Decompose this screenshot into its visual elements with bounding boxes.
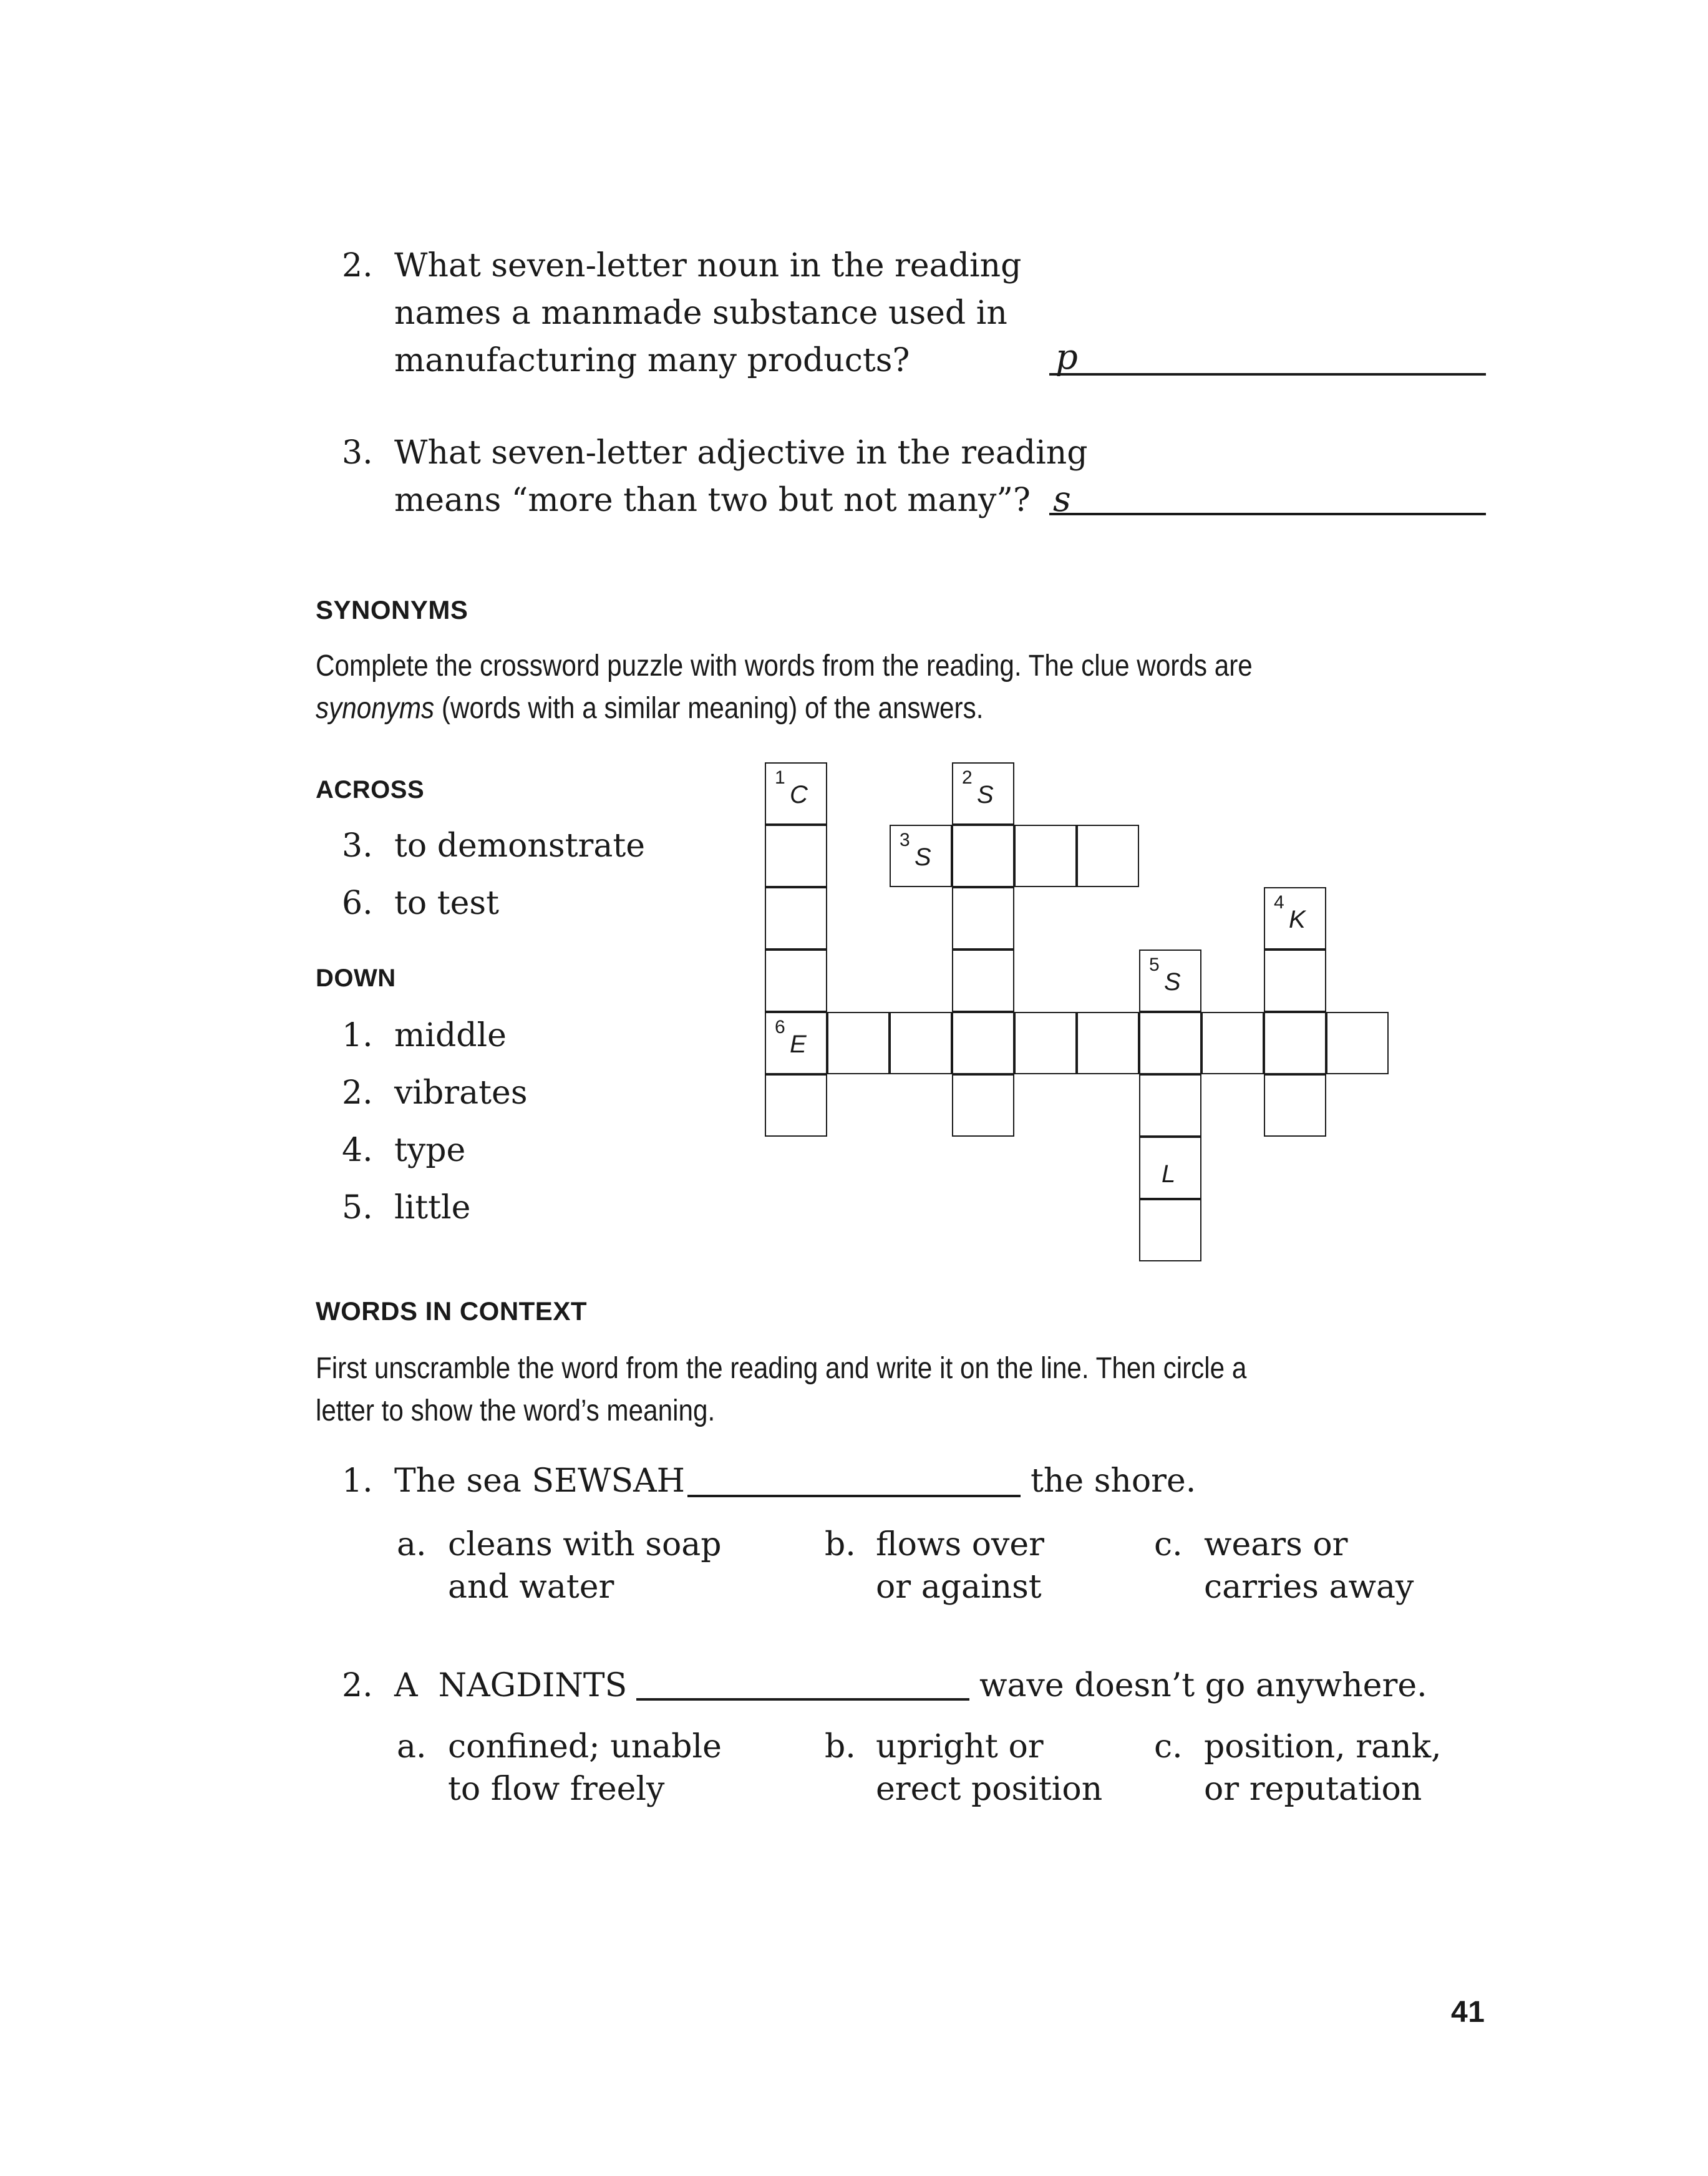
item-sentence-start: The sea SEWSAH [394, 1462, 686, 1500]
synonyms-heading: SYNONYMS [316, 595, 468, 624]
clue-number: 4. [342, 1132, 373, 1169]
crossword-cell[interactable] [1264, 887, 1326, 950]
option-letter: b. [825, 1526, 856, 1563]
item-sentence-end: wave doesn’t go anywhere. [979, 1667, 1427, 1704]
cell-number: 4 [1274, 892, 1284, 913]
clue-number: 6. [342, 885, 373, 922]
item-number: 2. [342, 1667, 373, 1704]
option-text-line: upright or [876, 1728, 1044, 1766]
cell-number: 2 [962, 767, 973, 788]
words-in-context-heading: WORDS IN CONTEXT [316, 1296, 587, 1326]
across-heading: ACROSS [316, 776, 425, 804]
crossword-cell[interactable] [1014, 825, 1077, 887]
synonyms-instructions-rest: (words with a similar meaning) of the answers. [441, 692, 984, 725]
cell-letter: S [977, 781, 994, 809]
question-text-line: means “more than two but not many”? [394, 482, 1031, 519]
option-letter: a. [397, 1728, 427, 1766]
crossword-cell[interactable] [1326, 1012, 1389, 1074]
synonyms-instructions-line-1: Complete the crossword puzzle with words from the reading. The clue words are [316, 649, 1253, 682]
crossword-cell[interactable] [1139, 1199, 1201, 1261]
option-letter: c. [1154, 1728, 1183, 1766]
clue-text: middle [394, 1017, 507, 1054]
option-text-line: or against [876, 1568, 1042, 1606]
clue-text: vibrates [394, 1074, 528, 1112]
option-letter: b. [825, 1728, 856, 1766]
answer-line-q2[interactable] [1049, 373, 1486, 376]
answer-line-wic-2[interactable] [636, 1698, 969, 1701]
option-text-line: erect position [876, 1770, 1103, 1808]
crossword-cell[interactable] [952, 1074, 1014, 1137]
crossword-cell[interactable] [1264, 1074, 1326, 1137]
clue-text: to test [394, 885, 499, 922]
cell-letter: S [1164, 968, 1181, 996]
crossword-cell[interactable] [765, 825, 827, 887]
clue-number: 5. [342, 1189, 373, 1226]
cell-letter: C [790, 781, 808, 809]
cell-letter: L [1162, 1160, 1176, 1188]
crossword-cell[interactable] [952, 887, 1014, 950]
crossword-cell[interactable] [765, 1012, 827, 1074]
crossword-cell[interactable] [1201, 1012, 1264, 1074]
answer-hint: s [1053, 479, 1071, 520]
crossword-cell[interactable] [1014, 1012, 1077, 1074]
option-text-line: cleans with soap [448, 1526, 722, 1563]
crossword-cell[interactable] [765, 1074, 827, 1137]
cell-letter: S [915, 843, 931, 871]
crossword-cell[interactable] [1264, 1012, 1326, 1074]
crossword-cell[interactable] [765, 762, 827, 825]
crossword-cell[interactable] [890, 825, 952, 887]
clue-number: 3. [342, 827, 373, 865]
item-number: 1. [342, 1462, 373, 1500]
option-text-line: or reputation [1204, 1770, 1422, 1808]
cell-letter: K [1289, 906, 1306, 933]
wic-instructions-line-1: First unscramble the word from the reading and write it on the line. Then circle a [316, 1352, 1247, 1385]
option-text-line: carries away [1204, 1568, 1414, 1606]
cell-number: 1 [775, 767, 785, 788]
question-number: 3. [342, 434, 373, 472]
crossword-cell[interactable] [1139, 1012, 1201, 1074]
question-number: 2. [342, 247, 373, 284]
crossword-cell[interactable] [1077, 825, 1139, 887]
crossword-cell[interactable] [1139, 1137, 1201, 1199]
crossword-cell[interactable] [890, 1012, 952, 1074]
crossword-cell[interactable] [952, 762, 1014, 825]
crossword-cell[interactable] [952, 950, 1014, 1012]
cell-number: 5 [1149, 954, 1160, 975]
crossword-cell[interactable] [1077, 1012, 1139, 1074]
crossword-cell[interactable] [1139, 1074, 1201, 1137]
crossword-cell[interactable] [952, 1012, 1014, 1074]
clue-number: 2. [342, 1074, 373, 1112]
question-text-line: What seven-letter adjective in the reading [394, 434, 1088, 472]
page-number: 41 [1451, 1996, 1485, 2029]
answer-line-wic-1[interactable] [687, 1495, 1021, 1497]
down-heading: DOWN [316, 964, 396, 992]
option-text-line: and water [448, 1568, 614, 1606]
option-text-line: wears or [1204, 1526, 1348, 1563]
question-text-line: What seven-letter noun in the reading [394, 247, 1022, 284]
crossword-cell[interactable] [1264, 950, 1326, 1012]
wic-instructions-line-2: letter to show the word’s meaning. [316, 1394, 716, 1427]
clue-number: 1. [342, 1017, 373, 1054]
cell-number: 3 [900, 830, 910, 850]
crossword-cell[interactable] [952, 825, 1014, 887]
option-text-line: to flow freely [448, 1770, 665, 1808]
option-text-line: position, rank, [1204, 1728, 1442, 1766]
option-text-line: confined; unable [448, 1728, 722, 1766]
synonyms-instructions-line-2 [316, 687, 983, 730]
clue-text: type [394, 1132, 466, 1169]
option-text-line: flows over [876, 1526, 1045, 1563]
crossword-cell[interactable] [765, 950, 827, 1012]
crossword-cell[interactable] [1139, 950, 1201, 1012]
question-text-line: names a manmade substance used in [394, 294, 1007, 332]
clue-text: to demonstrate [394, 827, 646, 865]
answer-hint: p [1055, 337, 1078, 377]
item-sentence-end: the shore. [1031, 1462, 1196, 1500]
cell-number: 6 [775, 1017, 785, 1037]
question-text-line: manufacturing many products? [394, 342, 910, 379]
crossword-cell[interactable] [765, 887, 827, 950]
clue-text: little [394, 1189, 471, 1226]
option-letter: c. [1154, 1526, 1183, 1563]
crossword-cell[interactable] [827, 1012, 890, 1074]
synonyms-italic-word: synonyms [316, 692, 435, 725]
option-letter: a. [397, 1526, 427, 1563]
item-sentence-start: A NAGDINTS [394, 1667, 628, 1704]
answer-line-q3[interactable] [1049, 513, 1486, 515]
cell-letter: E [790, 1031, 807, 1058]
